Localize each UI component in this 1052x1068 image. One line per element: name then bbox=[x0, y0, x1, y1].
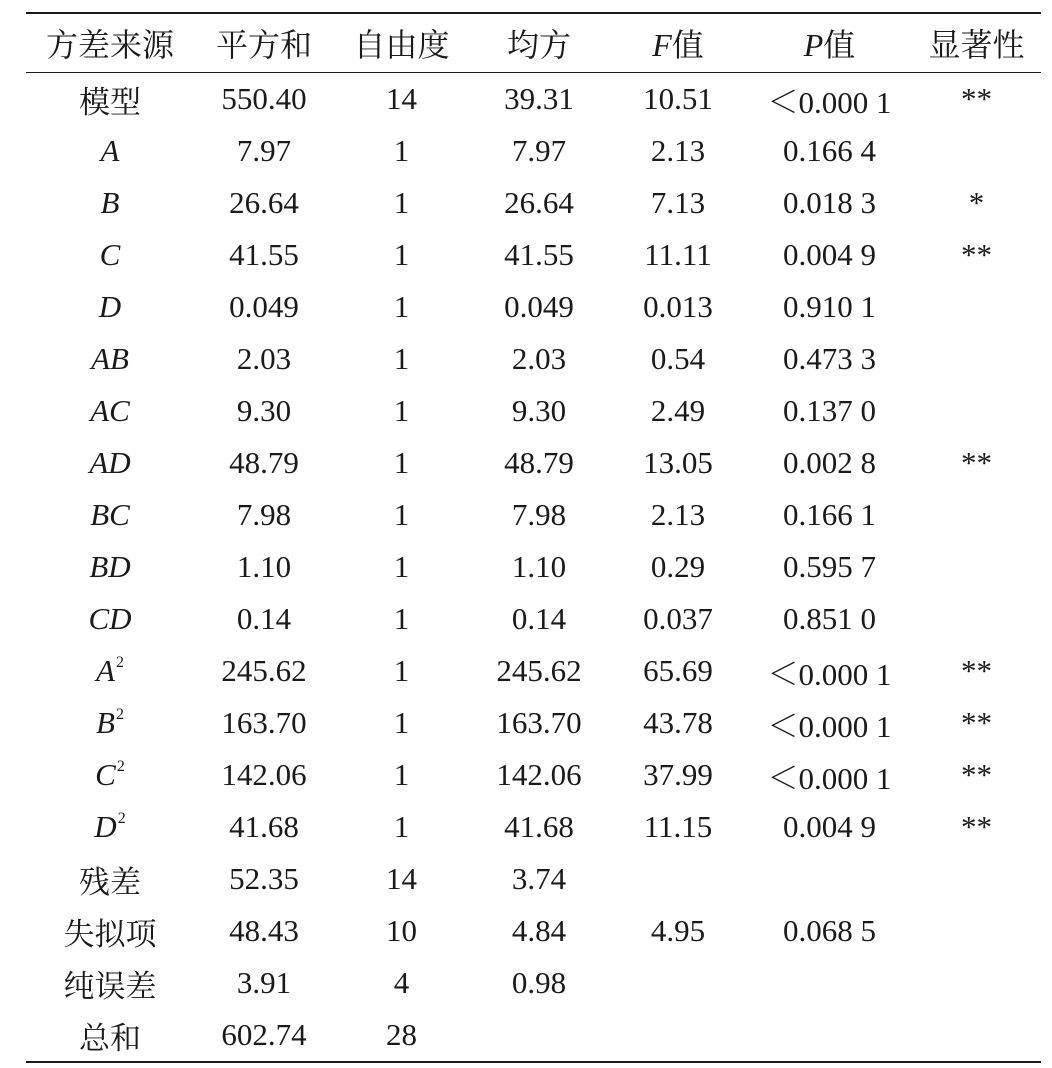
degrees-of-freedom-cell: 1 bbox=[393, 653, 410, 688]
f-value-cell: 0.037 bbox=[643, 601, 713, 636]
degrees-of-freedom-cell: 28 bbox=[386, 1017, 417, 1052]
sum-of-squares-cell: 9.30 bbox=[236, 393, 292, 428]
header-source: 方差来源 bbox=[45, 27, 174, 63]
degrees-of-freedom-cell: 1 bbox=[393, 133, 410, 168]
p-value-cell: 0.137 0 bbox=[783, 393, 876, 428]
f-value-cell: 11.15 bbox=[643, 809, 713, 844]
source-cell: C bbox=[99, 237, 121, 272]
f-value-cell bbox=[609, 1009, 747, 1062]
header-row bbox=[26, 13, 1041, 73]
table-row bbox=[26, 957, 1041, 1009]
exponent: 2 bbox=[115, 654, 124, 671]
f-value-cell: 0.013 bbox=[643, 289, 713, 324]
sum-of-squares-cell: 2.03 bbox=[236, 341, 292, 376]
significance-cell bbox=[912, 957, 1041, 1009]
p-value-cell: 0.473 3 bbox=[783, 341, 876, 376]
f-value-cell: 65.69 bbox=[643, 653, 713, 688]
f-value-cell: 13.05 bbox=[643, 445, 713, 480]
anova-table-container bbox=[26, 12, 1041, 1063]
source-cell: A bbox=[100, 133, 120, 168]
table-row bbox=[26, 749, 1041, 801]
degrees-of-freedom-cell: 1 bbox=[393, 341, 410, 376]
f-value-cell: 7.13 bbox=[650, 185, 706, 220]
degrees-of-freedom-cell: 1 bbox=[393, 497, 410, 532]
sum-of-squares-cell: 41.68 bbox=[229, 809, 299, 844]
sum-of-squares-cell: 7.97 bbox=[236, 133, 292, 168]
p-value-cell: 0.595 7 bbox=[783, 549, 876, 584]
table-row bbox=[26, 333, 1041, 385]
degrees-of-freedom-cell: 1 bbox=[393, 237, 410, 272]
header-f-value: F值 bbox=[652, 27, 704, 63]
p-value-cell: 0.068 5 bbox=[783, 913, 876, 948]
table-row bbox=[26, 229, 1041, 281]
mean-square-cell: 41.55 bbox=[504, 237, 574, 272]
sum-of-squares-cell: 602.74 bbox=[221, 1017, 307, 1052]
significance-cell: ** bbox=[961, 237, 992, 272]
sum-of-squares-cell: 52.35 bbox=[229, 861, 299, 896]
p-value-cell bbox=[747, 1009, 912, 1062]
source-cell: AD bbox=[89, 445, 131, 480]
mean-square-cell: 0.049 bbox=[504, 289, 574, 324]
sum-of-squares-cell: 1.10 bbox=[236, 549, 292, 584]
degrees-of-freedom-cell: 1 bbox=[393, 757, 410, 792]
exponent: 2 bbox=[116, 758, 125, 775]
significance-cell bbox=[912, 333, 1041, 385]
mean-square-cell: 48.79 bbox=[504, 445, 574, 480]
table-row bbox=[26, 1009, 1041, 1062]
f-value-cell: 0.54 bbox=[650, 341, 706, 376]
source-cell: 残差 bbox=[79, 864, 141, 900]
significance-cell bbox=[912, 541, 1041, 593]
sum-of-squares-cell: 48.79 bbox=[229, 445, 299, 480]
mean-square-cell: 26.64 bbox=[504, 185, 574, 220]
significance-cell: * bbox=[968, 185, 985, 220]
degrees-of-freedom-cell: 1 bbox=[393, 549, 410, 584]
source-cell: AB bbox=[91, 341, 129, 376]
significance-cell bbox=[912, 281, 1041, 333]
f-value-cell: 11.11 bbox=[644, 237, 712, 272]
p-value-cell: 0.910 1 bbox=[783, 289, 876, 324]
source-cell: $B^2$ bbox=[96, 705, 124, 740]
mean-square-cell: 3.74 bbox=[511, 861, 567, 896]
mean-square-cell: 39.31 bbox=[504, 81, 574, 116]
significance-cell bbox=[912, 853, 1041, 905]
degrees-of-freedom-cell: 14 bbox=[386, 861, 417, 896]
significance-cell bbox=[912, 489, 1041, 541]
f-value-cell bbox=[609, 853, 747, 905]
p-value-cell: ＜0.000 1 bbox=[767, 84, 892, 120]
mean-square-cell: 163.70 bbox=[496, 705, 582, 740]
table-row bbox=[26, 645, 1041, 697]
sum-of-squares-cell: 163.70 bbox=[221, 705, 307, 740]
p-value-cell: 0.851 0 bbox=[783, 601, 876, 636]
p-value-cell: ＜0.000 1 bbox=[767, 708, 892, 744]
significance-cell bbox=[912, 593, 1041, 645]
source-cell: 总和 bbox=[79, 1020, 141, 1056]
f-value-cell: 37.99 bbox=[643, 757, 713, 792]
table-row bbox=[26, 125, 1041, 177]
mean-square-cell: 9.30 bbox=[511, 393, 567, 428]
p-value-cell: 0.004 9 bbox=[783, 237, 876, 272]
significance-cell: ** bbox=[961, 653, 992, 688]
degrees-of-freedom-cell: 10 bbox=[386, 913, 417, 948]
sum-of-squares-cell: 41.55 bbox=[229, 237, 299, 272]
f-value-cell: 2.13 bbox=[650, 497, 706, 532]
degrees-of-freedom-cell: 1 bbox=[393, 705, 410, 740]
header-p-value: P值 bbox=[803, 27, 856, 63]
degrees-of-freedom-cell: 14 bbox=[386, 81, 417, 116]
source-cell: 模型 bbox=[79, 84, 141, 120]
significance-cell: ** bbox=[961, 809, 992, 844]
p-value-cell: 0.166 4 bbox=[783, 133, 876, 168]
p-value-cell bbox=[747, 853, 912, 905]
table-row bbox=[26, 905, 1041, 957]
mean-square-cell: 245.62 bbox=[496, 653, 582, 688]
table-row bbox=[26, 593, 1041, 645]
source-cell: AC bbox=[90, 393, 130, 428]
degrees-of-freedom-cell: 1 bbox=[393, 601, 410, 636]
p-value-cell: 0.004 9 bbox=[783, 809, 876, 844]
table-row bbox=[26, 281, 1041, 333]
f-value-cell: 10.51 bbox=[643, 81, 713, 116]
p-value-cell: 0.002 8 bbox=[783, 445, 876, 480]
table-row bbox=[26, 385, 1041, 437]
degrees-of-freedom-cell: 4 bbox=[393, 965, 410, 1000]
source-cell: 纯误差 bbox=[63, 968, 157, 1004]
exponent: 2 bbox=[117, 810, 126, 827]
f-value-cell: 2.13 bbox=[650, 133, 706, 168]
degrees-of-freedom-cell: 1 bbox=[393, 393, 410, 428]
p-value-cell: ＜0.000 1 bbox=[767, 760, 892, 796]
degrees-of-freedom-cell: 1 bbox=[393, 185, 410, 220]
table-row bbox=[26, 697, 1041, 749]
sum-of-squares-cell: 0.14 bbox=[236, 601, 292, 636]
significance-cell: ** bbox=[961, 81, 992, 116]
header-sum-of-squares: 平方和 bbox=[215, 27, 312, 63]
f-value-cell: 2.49 bbox=[650, 393, 706, 428]
mean-square-cell: 7.97 bbox=[511, 133, 567, 168]
degrees-of-freedom-cell: 1 bbox=[393, 289, 410, 324]
source-cell: $C^2$ bbox=[95, 757, 125, 792]
table-body bbox=[26, 73, 1041, 1063]
table-row bbox=[26, 853, 1041, 905]
significance-cell bbox=[912, 1009, 1041, 1062]
anova-table bbox=[26, 12, 1041, 1063]
p-value-cell bbox=[747, 957, 912, 1009]
significance-cell bbox=[912, 385, 1041, 437]
source-cell: D bbox=[98, 289, 122, 324]
mean-square-cell: 2.03 bbox=[511, 341, 567, 376]
source-cell: 失拟项 bbox=[63, 916, 157, 952]
significance-cell bbox=[912, 905, 1041, 957]
source-cell: BD bbox=[89, 549, 131, 584]
mean-square-cell: 4.84 bbox=[511, 913, 567, 948]
table-row bbox=[26, 489, 1041, 541]
mean-square-cell: 7.98 bbox=[511, 497, 567, 532]
table-row bbox=[26, 801, 1041, 853]
header-f-variable: F bbox=[652, 27, 672, 63]
source-cell: BC bbox=[90, 497, 130, 532]
sum-of-squares-cell: 0.049 bbox=[229, 289, 299, 324]
f-value-cell: 0.29 bbox=[650, 549, 706, 584]
p-value-cell: 0.166 1 bbox=[783, 497, 876, 532]
table-header bbox=[26, 13, 1041, 73]
f-value-cell: 43.78 bbox=[643, 705, 713, 740]
source-cell: CD bbox=[88, 601, 132, 636]
sum-of-squares-cell: 48.43 bbox=[229, 913, 299, 948]
header-mean-square: 均方 bbox=[506, 27, 571, 63]
p-value-cell: 0.018 3 bbox=[783, 185, 876, 220]
sum-of-squares-cell: 7.98 bbox=[236, 497, 292, 532]
degrees-of-freedom-cell: 1 bbox=[393, 809, 410, 844]
table-row bbox=[26, 177, 1041, 229]
source-cell: $D^2$ bbox=[94, 809, 126, 844]
significance-cell: ** bbox=[961, 445, 992, 480]
f-value-cell bbox=[609, 957, 747, 1009]
sum-of-squares-cell: 142.06 bbox=[221, 757, 307, 792]
significance-cell: ** bbox=[961, 705, 992, 740]
header-significance: 显著性 bbox=[928, 27, 1025, 63]
degrees-of-freedom-cell: 1 bbox=[393, 445, 410, 480]
p-value-cell: ＜0.000 1 bbox=[767, 656, 892, 692]
significance-cell: ** bbox=[961, 757, 992, 792]
header-p-variable: P bbox=[803, 27, 824, 63]
mean-square-cell: 0.14 bbox=[511, 601, 567, 636]
f-value-cell: 4.95 bbox=[650, 913, 706, 948]
source-cell: B bbox=[100, 185, 120, 220]
mean-square-cell: 1.10 bbox=[511, 549, 567, 584]
table-row bbox=[26, 437, 1041, 489]
sum-of-squares-cell: 26.64 bbox=[229, 185, 299, 220]
mean-square-cell: 0.98 bbox=[511, 965, 567, 1000]
significance-cell bbox=[912, 125, 1041, 177]
exponent: 2 bbox=[115, 706, 124, 723]
source-cell: $A^2$ bbox=[96, 653, 124, 688]
sum-of-squares-cell: 3.91 bbox=[236, 965, 292, 1000]
sum-of-squares-cell: 550.40 bbox=[221, 81, 307, 116]
mean-square-cell: 41.68 bbox=[504, 809, 574, 844]
mean-square-cell: 142.06 bbox=[496, 757, 582, 792]
table-row bbox=[26, 73, 1041, 126]
mean-square-cell bbox=[469, 1009, 609, 1062]
header-degrees-of-freedom: 自由度 bbox=[353, 27, 450, 63]
sum-of-squares-cell: 245.62 bbox=[221, 653, 307, 688]
table-row bbox=[26, 541, 1041, 593]
